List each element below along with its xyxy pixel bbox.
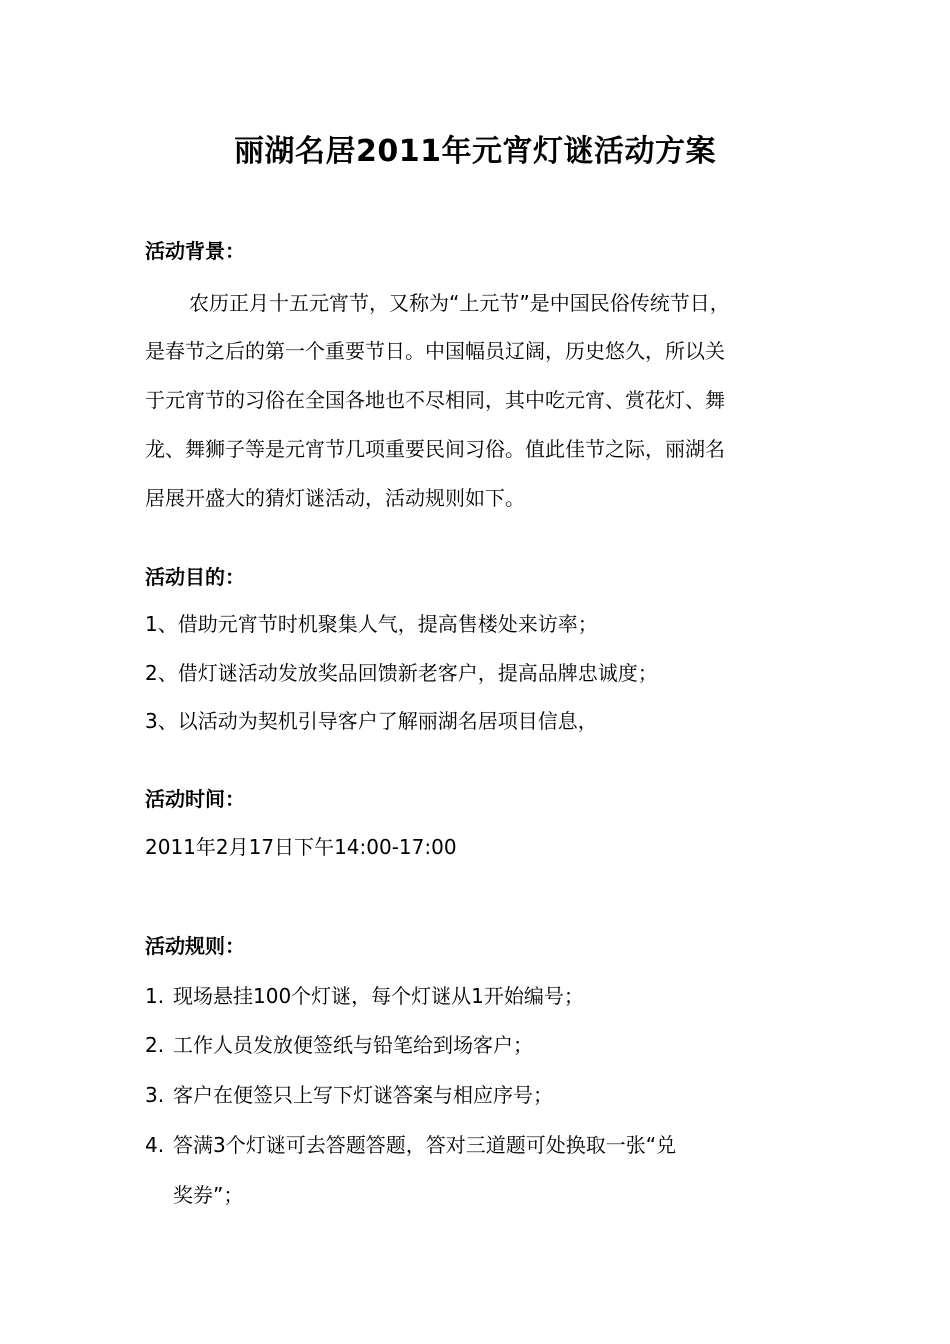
rule-text: 客户在便签只上写下灯谜答案与相应序号； bbox=[173, 1083, 553, 1107]
rule-number: 4. bbox=[145, 1133, 165, 1157]
rule-item-2 bbox=[145, 1030, 533, 1060]
document-title: 丽湖名居2011年元宵灯谜活动方案 bbox=[234, 134, 716, 169]
rule-item-1 bbox=[145, 981, 584, 1011]
background-line-2: 是春节之后的第一个重要节日。中国幅员辽阔，历史悠久，所以关 bbox=[145, 339, 725, 363]
rule-item-4 bbox=[145, 1130, 676, 1160]
rule-text: 工作人员发放便签纸与铅笔给到场客户； bbox=[173, 1033, 533, 1057]
rule-item-4-continuation: 奖券”； bbox=[173, 1183, 244, 1207]
purpose-item-2: 2、借灯谜活动发放奖品回馈新老客户，提高品牌忠诚度； bbox=[145, 661, 658, 685]
rule-text: 答满3个灯谜可去答题答题，答对三道题可处换取一张“兑 bbox=[173, 1133, 677, 1157]
section-heading-rules: 活动规则： bbox=[145, 934, 245, 958]
background-line-1: 农历正月十五元宵节，又称为“上元节”是中国民俗传统节日， bbox=[189, 291, 730, 315]
rule-item-3 bbox=[145, 1080, 553, 1110]
rule-number: 3. bbox=[145, 1083, 165, 1107]
rule-number: 2. bbox=[145, 1033, 165, 1057]
activity-time-value: 2011年2月17日下午14:00-17:00 bbox=[145, 835, 457, 859]
background-line-5: 居展开盛大的猜灯谜活动，活动规则如下。 bbox=[145, 486, 525, 510]
background-line-4: 龙、舞狮子等是元宵节几项重要民间习俗。值此佳节之际，丽湖名 bbox=[145, 437, 725, 461]
section-heading-background: 活动背景： bbox=[145, 239, 245, 263]
section-heading-time: 活动时间： bbox=[145, 787, 245, 811]
rule-number: 1. bbox=[145, 984, 165, 1008]
section-heading-purpose: 活动目的： bbox=[145, 565, 245, 589]
purpose-item-1: 1、借助元宵节时机聚集人气，提高售楼处来访率； bbox=[145, 612, 598, 636]
background-line-3: 于元宵节的习俗在全国各地也不尽相同，其中吃元宵、赏花灯、舞 bbox=[145, 388, 725, 412]
purpose-item-3: 3、以活动为契机引导客户了解丽湖名居项目信息， bbox=[145, 709, 598, 733]
rule-text: 现场悬挂100个灯谜，每个灯谜从1开始编号； bbox=[173, 984, 584, 1008]
